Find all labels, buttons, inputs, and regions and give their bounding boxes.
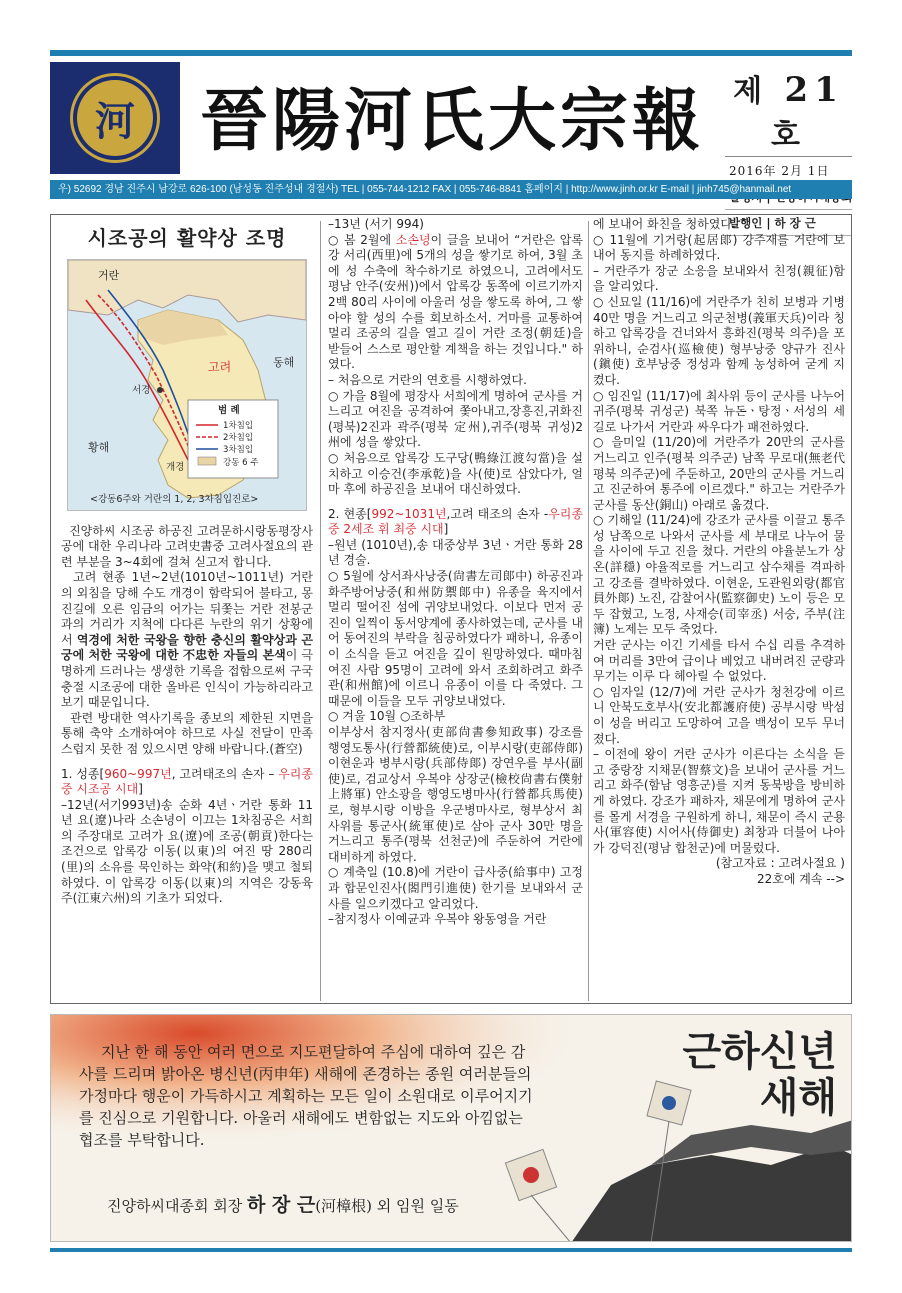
paragraph: – 처음으로 거란의 연호를 시행하였다. (328, 372, 527, 387)
clan-emblem (50, 62, 180, 174)
column-2 (328, 217, 583, 928)
paragraph: ○ 기해일 (11/24)에 강조가 군사를 이끌고 통주성 남쪽으로 나와서 군사를 세 부대로 나누어 물을 사이에 두고 진을 쳤다. 거란의 야율분노가 상온(詳穩) 야율적로를 거느리고 삼수채를 격파하고 강조를 결박하였다. 이현운, 도관원외랑(都官員外郞) 노진, 감찰어사(監察御史) 노이 등은 모두 잡혔고, 노정, 사재승(司宰丞) 서숭, 주부(注簿) 노제는 모두 죽었다. (593, 513, 845, 637)
article-frame (50, 214, 852, 1004)
map-label: 개경 (166, 461, 185, 473)
paragraph: ○ 임진일 (11/17)에 최사위 등이 군사를 나누어 귀주(평북 귀성군) 북쪽 뉴돈ㆍ탕정ㆍ서성의 세 길로 나가서 거란과 싸우다가 패전하였다. (593, 388, 845, 434)
invasion-route-map (67, 259, 307, 511)
map-caption: <강동6주와 거란의 1, 2, 3차침입진로> (90, 494, 259, 505)
emblem-seal-icon: 河 (77, 80, 153, 156)
article-title: 시조공의 활약상 조명 (87, 226, 287, 250)
column-divider (588, 221, 589, 1001)
paragraph: – 거란주가 장군 소응을 보내와서 친정(親征)함을 알리었다. (593, 263, 845, 294)
greeting-message: 지난 한 해 동안 여러 면으로 지도편달하여 주심에 대하여 깊은 감사를 드리며 밝아온 병신년(丙申年) 새해에 존경하는 종원 여러분들의 가정마다 행운이 가득하시고 계획하는 모든 일이 소원대로 이루어지기를 진심으로 기원합니다. 아울러 새해에도 변함없는 지도와 아낌없는 협조를 부탁합니다. (79, 1043, 533, 1149)
map-label: 동해 (273, 355, 295, 369)
paragraph: 고려 현종 1년~2년(1010년~1011년) 거란의 외침을 당해 수도 개경이 함락되어 불타고, 몽진길에 오른 임금의 어가는 뒤쫓는 거란 전봉군과의 거리가 지척에 다다른 누란의 위기 상황에서 역경에 처한 국왕을 향한 충신의 활약상과 곤궁에 처한 국왕에 대한 不忠한 자들의 본색이 극명하게 드러나는 생생한 기록을 접함으로써 구국충절 시조공에 대한 올바른 인식이 가능하리라고 보기 때문입니다. (61, 570, 314, 710)
bottom-rule (50, 1248, 852, 1252)
map-legend-item: 강동 6 주 (223, 457, 259, 468)
continued-note: 22호에 계속 --> (757, 871, 845, 886)
paragraph: ○ 가을 8월에 평장사 서희에게 명하여 군사를 거느리고 여진을 공격하여 쫓아내고,장흥진,귀화진(평북)2진과 곽주(평북 定州),귀주(평북 귀성)2州에 성을 쌓았다. (328, 388, 583, 450)
paragraph: 이부상서 참지정사(吏部尙書參知政事) 강조를 행영도통사(行營都統使)로, 이부시랑(吏部侍郞) 이현운과 병부시랑(兵部侍郞) 장연우를 부사(副使)로, 검교상서 우복야 상장군(檢校尙書右僕射上將軍) 안소광을 행영도병마사(行營都兵馬使)로, 형부시랑 이방을 우군병마사로, 형부상서 최사위를 통군사(統軍使)로 삼아 군사 30만 명을 거느리고 통주(평북 선천군)에 주둔하여 거란에 대비하게 하였다. (328, 725, 583, 864)
map-label: 황해 (88, 440, 110, 454)
paragraph: ○ 겨울 10월 ○조하부 (328, 709, 446, 724)
map-legend-item: 3차침입 (223, 444, 254, 455)
map-graphic (68, 260, 306, 510)
column-1 (61, 215, 313, 907)
section-heading: 1. 성종[960~997년, 고려태조의 손자 – 우리종중 시조공 시대] (61, 766, 313, 797)
paragraph: 거란 군사는 이긴 기세를 타서 수십 리를 추격하여 머리를 3만여 급이나 베었고 내버려진 군량과 무기는 이루 다 헤아릴 수 없었다. (593, 638, 845, 684)
paragraph: ○ 봄 2월에 소손녕이 글을 보내어 “거란은 압록강 서리(西里)에 5개의 성을 쌓기로 하여, 3월 초에 성 수축에 착수하기로 하였으니, 고려에서도 평남 안주(安州))에서 압록강 동쪽에 이르기까지 2백 80리 사이에 아울러 성을 쌓도록 하여, 그 쌓아야 할 성의 수를 회보하소서. 거마를 교통하여 멀리 조공의 길을 열고 길이 거란 조정(朝廷)을 받들어 스스로 평안할 계책을 하는 것입니다." 하였다. (328, 232, 583, 372)
paragraph: ○ 11월에 기거랑(起居郞) 강주재를 거란에 보내어 동지를 하례하였다. (593, 232, 845, 263)
paragraph: –12년(서기993년)송 순화 4년ㆍ거란 통화 11년 요(遼)나라 소손녕이 이끄는 1차침공은 서희의 주장대로 고려가 요(遼)에 조공(朝貢)한다는 조건으로 압록강 이동(以東)의 여진 땅 280리(里)의 소유를 묵인하는 화약(和約)을 맺고 철퇴하였다. 이 압록강 이동(以東)의 지역은 강동육주(江東六州)의 기초가 되었다. (61, 797, 313, 906)
map-legend-item: 2차침입 (223, 432, 254, 443)
section-heading: 2. 현종[992~1031년,고려 태조의 손자 -우리종중 2세조 휘 최중 시대] (328, 506, 583, 537)
issue-date: 2016年 2月 1日 (725, 157, 852, 184)
contact-bar: 우) 52692 경남 진주시 남강로 626-100 (남성동 진주성내 경절사) TEL | 055-744-1212 FAX | 055-746-8841 홈페이지 | http://www.jinh.or.kr E-mail | jinh745@hanmail.net (50, 180, 852, 199)
newspaper-title: 晉陽河氏大宗報 (200, 81, 705, 161)
paragraph: 에 보내어 화친을 청하였다. (593, 217, 736, 231)
issue-box (725, 66, 852, 236)
new-year-greeting (50, 1014, 852, 1242)
paragraph: 관련 방대한 역사기록을 종보의 제한된 지면을 통해 축약 소개하여야 하므로 사실 전달이 만족스럽지 못한 점 있으시면 양해 바랍니다.(蒼空) (61, 710, 313, 756)
new-year-calligraphy: 근하신년 새해 (682, 1028, 837, 1121)
paragraph: – 이전에 왕이 거란 군사가 이른다는 소식을 듣고 중랑장 지채문(智蔡文)을 보내어 군사를 거느리고 화주(함남 영흥군)를 지켜 동북방을 방비하게 하였다. 강조가 패하자, 채문에게 명하여 군사를 몰게 서경을 구원하게 하니, 채문이 즉시 군용사(軍容使) 시어사(侍御史) 최창과 더불어 나아가 강덕진(평남 합천군)에 머물렀다. (593, 747, 845, 855)
map-label: 고려 (208, 359, 232, 374)
paragraph: ○ 처음으로 압록강 도구당(鴨綠江渡勾當)을 설치하고 이승건(李承乾)을 사(使)로 삼았다가, 얼마 후에 하공진을 보내어 대신하였다. (328, 450, 583, 497)
paragraph: ○ 5월에 상서좌사낭중(尙書左司郞中) 하공진과 화주방어낭중(和州防禦郞中) 유종을 육지에서 멀리 떨어진 섬에 귀양보내었다. 이보다 먼저 공진이 일찍이 동서양계에 종사하였는데, 군사를 내어 동여진의 부락을 침공하였다가 패하니, 유종이 이 소식을 듣고 여진을 깊이 원망하였다. 때마침 여진 사람 95명이 고려에 와서 조회하려고 화주관(和州館)에 이르니 유종이 이를 다 죽였다. 그 때문에 이들을 모두 귀양보내었다. (328, 569, 583, 708)
map-legend-title: 범 례 (218, 404, 240, 416)
paragraph: –원년 (1010년),송 대중상부 3년ㆍ거란 통화 28년 경술. (328, 537, 583, 568)
reference-note: (참고자료 : 고려사절요 ) (715, 856, 845, 871)
paragraph: 진양하씨 시조공 하공진 고려문하시랑동평장사공에 대한 우리나라 고려史書중 고려사절요의 관련 부분을 3~4회에 걸쳐 싣고저 합니다. (61, 523, 313, 569)
top-rule (50, 50, 852, 56)
paragraph: –참지정사 이예균과 우복야 왕동영을 거란 (328, 912, 547, 927)
map-label: 거란 (98, 268, 120, 282)
column-3 (593, 217, 845, 888)
editor: 발행인 | 하 장 근 (725, 210, 852, 236)
map-label: 서경 (132, 384, 151, 396)
map-legend-item: 1차침입 (223, 420, 254, 431)
paragraph: ○ 신묘일 (11/16)에 거란주가 친히 보병과 기병 40만 명을 거느리고 의군천병(義軍天兵)이라 칭하고 압록강을 건너와서 흥화진(평북 의주)을 포위하니, 순검사(巡檢使) 형부낭중 양규가 진사(鎭使) 호부낭중 정성과 함께 농성하여 굳게 지켰다. (593, 294, 845, 387)
issue-number: 제 21 호 (725, 66, 852, 157)
greeting-signature: 진양하씨대종회 회장 하 장 근(河樟根) 외 임원 일동 (107, 1194, 459, 1216)
paragraph: –13년 (서기 994) (328, 217, 424, 231)
paragraph: ○ 계축일 (10.8)에 거란이 급사중(給事中) 고정과 합문인진사(閤門引進使) 한기를 보내와서 군사를 일으키겠다고 알리었다. (328, 865, 583, 911)
paragraph: ○ 을미일 (11/20)에 거란주가 20만의 군사를 거느리고 인주(평북 의주군) 남쪽 무로대(無老代 평북 의주군)에 주둔하고, 20만의 군사를 거느리고 진군하여 통주에 이르겠다." 하고는 거란주가 군사를 동산(銅山) 아래로 옮겼다. (593, 435, 845, 512)
column-divider (320, 221, 321, 1001)
paragraph: ○ 임자일 (12/7)에 거란 군사가 청천강에 이르니 안북도호부사(安北都護府使) 공부시랑 박섬이 성을 버리고 도망하여 고을 백성이 모두 무너졌다. (593, 684, 845, 746)
